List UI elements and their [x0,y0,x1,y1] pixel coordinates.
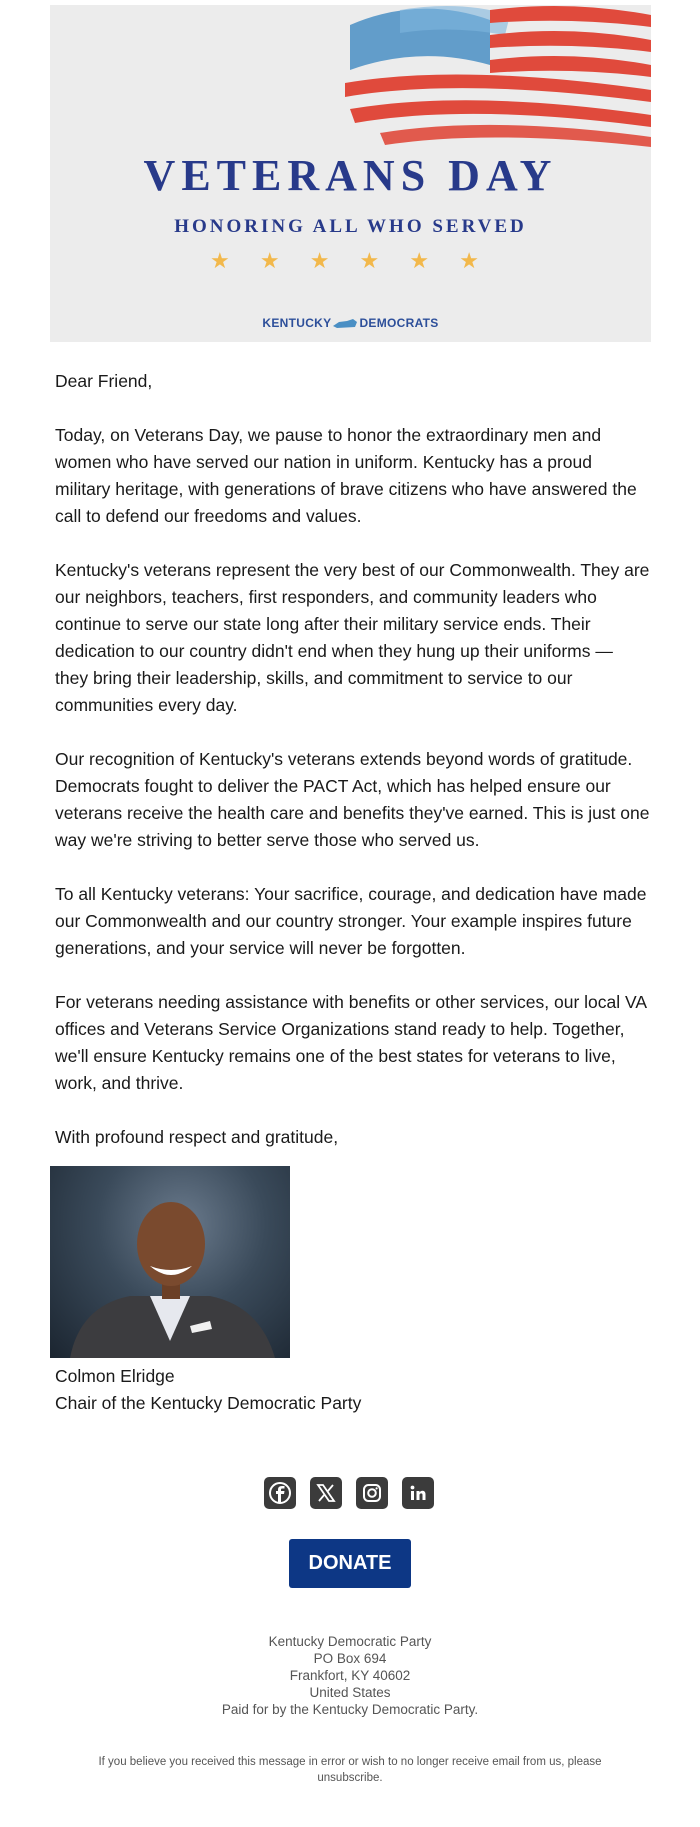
greeting: Dear Friend, [55,371,153,391]
brand-right: DEMOCRATS [359,316,439,330]
paragraph-3: Our recognition of Kentucky's veterans extends beyond words of gratitude. Democrats fought to deliver the PACT Act, which has helped ensure our veterans receive the health care and benefits they've earned. This is just one way we're striving to better serve those who served us. [55,749,650,850]
unsubscribe-link[interactable]: unsubscribe. [317,1772,383,1784]
brand-left: KENTUCKY [262,316,332,330]
signer-name: Colmon Elridge [55,1366,175,1386]
portrait-illustration [50,1166,290,1358]
paragraph-4: To all Kentucky veterans: Your sacrifice, courage, and dedication have made our Commonwealth and our country stronger. Your example inspires future generations, and your service will never be forgotten. [55,884,647,958]
kentucky-democrats-logo [50,316,651,330]
instagram-icon[interactable] [356,1477,388,1509]
paragraph-5: For veterans needing assistance with benefits or other services, our local VA offices and Veterans Service Organizations stand ready to help. Together, we'll ensure Kentucky remains one of the best states for veterans to live, work, and thrive. [55,992,647,1093]
paragraph-1: Today, on Veterans Day, we pause to honor the extraordinary men and women who have served our nation in uniform. Kentucky has a proud military heritage, with generations of brave citizens who have answered the call to defend our freedoms and values. [55,425,637,526]
closing: With profound respect and gratitude, [55,1127,339,1147]
flag-illustration [340,5,651,150]
footer-org: Kentucky Democratic Party [268,1634,432,1649]
footer-country: United States [309,1685,391,1700]
letter-body [55,368,650,1178]
footer-po-box: PO Box 694 [313,1651,387,1666]
footer-city: Frankfort, KY 40602 [289,1668,411,1683]
banner-subtitle: HONORING ALL WHO SERVED [174,216,527,237]
facebook-icon[interactable] [264,1477,296,1509]
social-links [264,1477,436,1509]
paragraph-2: Kentucky's veterans represent the very best of our Commonwealth. They are our neighbors, teachers, first responders, and community leaders who continue to serve our state long after their military service ends. Their dedication to our country didn't end when they hung up their uniforms — they bring their leadership, skills, and commitment to service to our communities every day. [55,560,650,715]
x-icon[interactable] [310,1477,342,1509]
linkedin-icon[interactable] [402,1477,434,1509]
signature-block [55,1363,555,1417]
signer-portrait [50,1166,290,1358]
kentucky-shape-icon [333,319,357,329]
unsubscribe-text: If you believe you received this message in error or wish to no longer receive email from us, please [98,1756,602,1768]
donate-button[interactable]: DONATE [289,1539,411,1588]
veterans-day-banner [50,5,651,342]
star-row: ★ ★ ★ ★ ★ ★ [210,248,491,273]
footer-address [0,1633,700,1718]
unsubscribe-notice [80,1754,620,1786]
signer-title: Chair of the Kentucky Democratic Party [55,1393,362,1413]
footer-paid-for: Paid for by the Kentucky Democratic Party. [221,1702,479,1717]
banner-title: VETERANS DAY [143,151,558,200]
